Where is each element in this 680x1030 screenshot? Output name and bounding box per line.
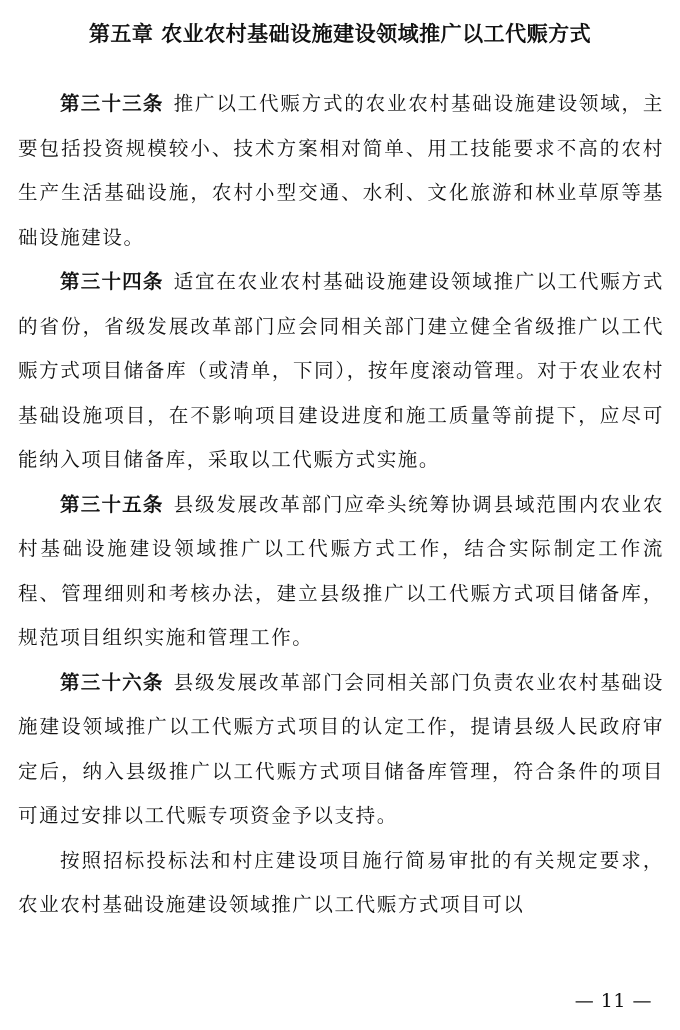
article-36-paragraph [18,661,664,839]
article-36-number: 第三十六条 [60,670,164,694]
continuation-paragraph: 按照招标投标法和村庄建设项目施行简易审批的有关规定要求，农业农村基础设施建设领域推广以工代赈方式项目可以 [18,848,664,916]
article-35-paragraph [18,483,664,661]
article-34-text: 适宜在农业农村基础设施建设领域推广以工代赈方式的省份，省级发展改革部门应会同相关部门建立健全省级推广以工代赈方式项目储备库（或清单，下同），按年度滚动管理。对于农业农村基础设施项目，在不影响项目建设进度和施工质量等前提下，应尽可能纳入项目储备库，采取以工代赈方式实施。 [18,270,664,471]
chapter-title: 第五章 农业农村基础设施建设领域推广以工代赈方式 [88,22,592,46]
article-34-number: 第三十四条 [60,270,164,293]
article-33-text: 推广以工代赈方式的农业农村基础设施建设领域，主要包括投资规模较小、技术方案相对简单、用工技能要求不高的农村生产生活基础设施，农村小型交通、水利、文化旅游和林业草原等基础设施建设。 [18,92,664,249]
document-body [18,82,664,928]
article-36-text: 县级发展改革部门会同相关部门负责农业农村基础设施建设领域推广以工代赈方式项目的认定工作，提请县级人民政府审定后，纳入县级推广以工代赈方式项目储备库管理，符合条件的项目可通过安排以工代赈专项资金予以支持。 [18,670,664,827]
article-34-paragraph [18,260,664,483]
article-33-number: 第三十三条 [60,92,164,115]
page-number: — 11 — [574,990,652,1012]
article-35-number: 第三十五条 [60,492,164,516]
article-33-paragraph [18,82,664,260]
article-35-text: 县级发展改革部门应牵头统筹协调县域范围内农业农村基础设施建设领域推广以工代赈方式工作，结合实际制定工作流程、管理细则和考核办法，建立县级推广以工代赈方式项目储备库，规范项目组织实施和管理工作。 [18,492,664,649]
